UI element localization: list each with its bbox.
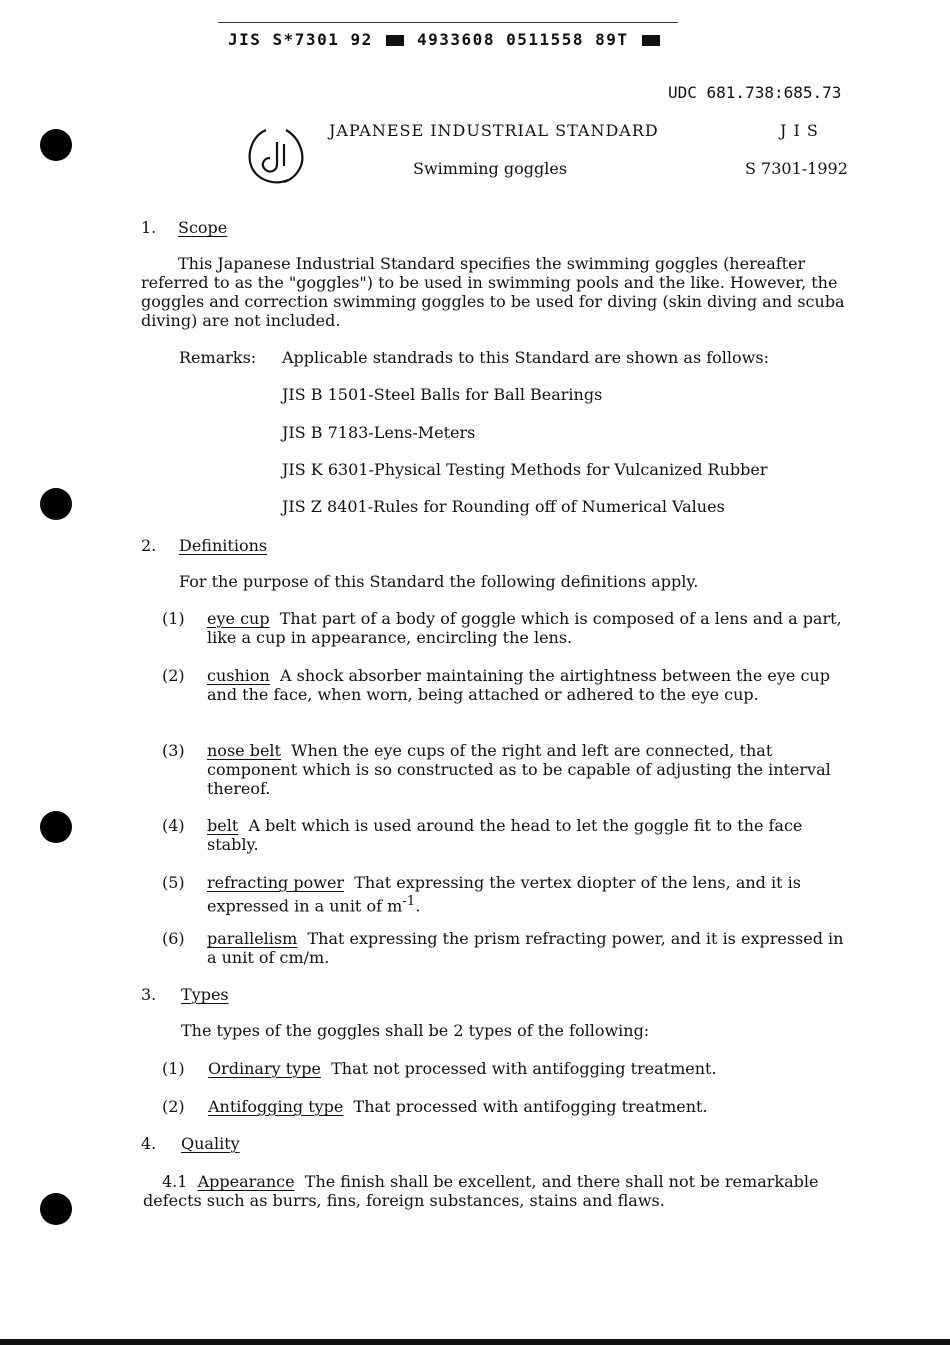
types-intro: The types of the goggles shall be 2 types of the following: (181, 1021, 650, 1040)
definition-term: nose belt (207, 741, 281, 760)
definitions-intro: For the purpose of this Standard the following definitions apply. (179, 572, 699, 591)
definition-text: When the eye cups of the right and left are connected, that component which is so constructed as to be capable of adjusting the interval thereof. (207, 741, 831, 798)
definition-nose-belt (207, 741, 857, 798)
binder-hole-icon (40, 811, 72, 843)
top-rule (218, 22, 678, 23)
definition-cushion (207, 666, 857, 704)
section-3-heading: Types (181, 985, 229, 1004)
section-3-number: 3. (141, 985, 157, 1004)
binder-hole-icon (40, 129, 72, 161)
section-4-number: 4. (141, 1134, 157, 1153)
remarks-label: Remarks: (179, 348, 257, 367)
reference-item: JIS B 1501-Steel Balls for Ball Bearings (282, 385, 603, 404)
remarks-text: Applicable standrads to this Standard are shown as follows: (282, 348, 769, 367)
scan-edge (0, 1339, 950, 1345)
definition-term: eye cup (207, 609, 270, 628)
definition-term: cushion (207, 666, 270, 685)
doc-id-right: 4933608 0511558 89T (417, 30, 629, 49)
reference-item: JIS B 7183-Lens-Meters (282, 423, 476, 442)
section-2-number: 2. (141, 536, 157, 555)
definition-belt (207, 816, 857, 854)
definition-number: (2) (162, 666, 185, 685)
section-1-number: 1. (141, 218, 157, 237)
section-1-heading: Scope (178, 218, 228, 237)
definition-parallelism (207, 929, 857, 967)
section-4-heading: Quality (181, 1134, 240, 1153)
type-number: (2) (162, 1097, 185, 1116)
document-id-line (228, 30, 662, 49)
definition-term: refracting power (207, 873, 345, 892)
quality-appearance (143, 1172, 833, 1210)
definition-tail: . (415, 896, 421, 916)
type-text: That not processed with antifogging treatment. (331, 1059, 717, 1078)
definition-text: A belt which is used around the head to let the goggle fit to the face stably. (207, 816, 803, 854)
definition-term: parallelism (207, 929, 298, 948)
unit-exponent: -1 (402, 894, 416, 909)
definition-text: That expressing the prism refracting power, and it is expressed in a unit of cm/m. (207, 929, 844, 967)
definition-text: That part of a body of goggle which is composed of a lens and a part, like a cup in appearance, encircling the lens. (207, 609, 842, 647)
type-number: (1) (162, 1059, 185, 1078)
definition-number: (6) (162, 929, 185, 948)
definition-number: (5) (162, 873, 185, 892)
redaction-block-icon (386, 35, 404, 46)
subsection-term: Appearance (197, 1172, 295, 1191)
type-antifogging (208, 1097, 708, 1116)
section-2-heading: Definitions (179, 536, 268, 555)
binder-hole-icon (40, 1193, 72, 1225)
jis-label: J I S (780, 121, 819, 140)
definition-number: (3) (162, 741, 185, 760)
definition-number: (4) (162, 816, 185, 835)
reference-item: JIS K 6301-Physical Testing Methods for Vulcanized Rubber (282, 460, 768, 479)
type-ordinary (208, 1059, 717, 1078)
type-term: Ordinary type (208, 1059, 321, 1078)
standard-org: JAPANESE INDUSTRIAL STANDARD (329, 121, 659, 140)
definition-text: That expressing the vertex diopter of the lens, and it is expressed in a unit of m (207, 873, 801, 916)
redaction-block-icon (642, 35, 660, 46)
definition-term: belt (207, 816, 239, 835)
type-text: That processed with antifogging treatment. (353, 1097, 708, 1116)
type-term: Antifogging type (208, 1097, 344, 1116)
udc-code: UDC 681.738:685.73 (668, 83, 842, 102)
subsection-text: The finish shall be excellent, and there shall not be remarkable defects such as burrs, fins, foreign substances, stains and flaws. (143, 1172, 819, 1210)
document-title: Swimming goggles (413, 159, 568, 178)
standard-number: S 7301-1992 (745, 159, 848, 178)
definition-eye-cup (207, 609, 857, 647)
doc-id-left: JIS S*7301 92 (228, 30, 373, 49)
reference-item: JIS Z 8401-Rules for Rounding off of Numerical Values (282, 497, 725, 516)
definition-text: A shock absorber maintaining the airtightness between the eye cup and the face, when worn, being attached or adhered to the eye cup. (207, 666, 830, 704)
definition-refracting-power (207, 873, 857, 915)
scope-body: This Japanese Industrial Standard specifies the swimming goggles (hereafter referred to as the "goggles") to be used in swimming pools and the like. However, the goggles and correction swimming goggles to be used for diving (skin diving and scuba diving) are not included. (141, 254, 845, 330)
subsection-number: 4.1 (162, 1172, 188, 1191)
definition-number: (1) (162, 609, 185, 628)
jis-mark-logo (244, 124, 310, 186)
binder-hole-icon (40, 488, 72, 520)
